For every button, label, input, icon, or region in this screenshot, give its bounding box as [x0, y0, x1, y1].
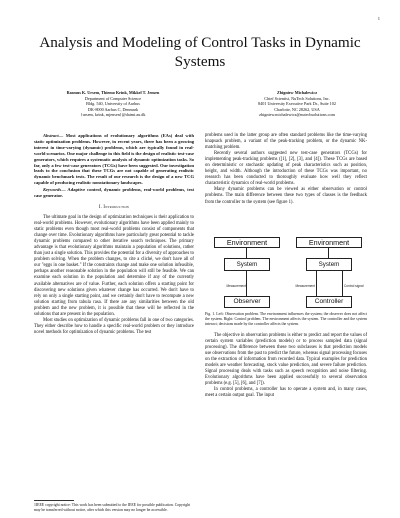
abstract-label: Abstract— [43, 133, 64, 138]
abstract-text: Most applications of evolutionary algorithms (EAs) deal with static optimization problems. However, in recent years, there has been a growing interest in time-varying (dynamic) problems, which are typically found in real-world scenarios. One major challenge in this field is the design of realistic test-case generators, which requires a systematic analysis of dynamic optimization tasks. So far, only a few test-case generators (TCGs) have been suggested. Our investigation leads to the conclusion that these TCGs are not capable of generating realistic dynamic benchmark tests. The result of our research is the design of a new TCG capable of producing realistic nonstationary landscapes. [34, 133, 194, 186]
controller-box: Controller [306, 296, 352, 308]
keywords-text: Adaptive control, dynamic problems, real-world problems, test case generator. [34, 187, 194, 199]
author1-line: Bldg. 540, University of Aarhus [86, 101, 140, 107]
author1-names: Rasmus K. Ursem, Thiemo Krink, Mikkel T. Jensen [66, 90, 160, 95]
body-paragraph: The ultimate goal in the design of optimization techniques is their application to real-world problems. However, evolutionary algorithms have been applied mainly to static problems even though most real-world problems consist of components that change over time. Evolutionary algorithms have particularly great potential to tackle dynamic problems compared to other iterative search techniques. The primary advantage is that evolutionary algorithms maintain a population of solutions, rather than just a single solution. This provides the potential for a diversity of approaches to problem solving. When the problem changes, to cite a cliché, we don't have all of our "eggs in one basket." If the constraints change and make one solution infeasible, perhaps another reasonable solution in the population will still be feasible. We can examine each solution in the population and determine if any of the currently available alternatives are of value. Further, each solution offers a starting point for discovering new solutions given whatever change has occurred. We don't have to rely on only a single starting point, and we certainly don't have to recompute a new solution starting from tabula rasa. If there are any similarities between the old problem and the new problem, it is possible that these will be reflected in the solutions that are present in the population. [34, 215, 194, 317]
footnote-text: 1IEEE copyright notice: This work has been submitted to the IEEE for possible publication. Copyright may be transferred without notice, after which this version may no longer be accessible. [34, 503, 191, 512]
arrow-controller-to-system [342, 271, 343, 296]
section-heading: I. Introduction [98, 204, 130, 210]
arrow-system-to-observer [246, 271, 247, 296]
author1-line: DK-8000 Aarhus C, Denmark [87, 106, 139, 112]
title-line-1: Analysis and Modeling of Control Tasks in Dynamic [39, 34, 361, 51]
measurement-label-right: Measurement [295, 284, 315, 288]
body-paragraph: Many dynamic problems can be viewed as either observation or control problems. The main difference between these two types of classes is the feedback from the controller to the system (see figure 1). [205, 187, 367, 205]
author1-line: Department of Computer Science [84, 95, 142, 101]
author2-line: 8401 University Executive Park Dr., Suite 102 [258, 101, 336, 107]
system-box-right: System [306, 258, 352, 271]
body-paragraph: problems used in the latter group are often standard problems like the time-varying knapsack problem, a variant of the peak-tracking problem, or the dynamic NK-matching problem. [205, 133, 367, 151]
author2-line: Charlotte, NC 28262, USA [274, 106, 320, 112]
environment-box-right: Environment [296, 237, 362, 248]
author2-email: zbigniew.michalewicz@nutechsolutions.com [259, 112, 335, 118]
author1-email: {ursem, krink, mjensen}@daimi.au.dk [80, 112, 146, 118]
paper-title [0, 34, 400, 71]
body-paragraph: The objective in observation problems is either to predict and report the values of certain system variables (prediction models) or to process sampled data (signal processing). The difference between these two subclasses is that prediction models use observations from the past to predict the future, whereas signal processing focuses on the extraction of information from recorded data. Typical examples for prediction models are weather forecasting, stock value prediction, and severe failure prediction. Signal processing deals with tasks such as speech recognition and noise filtering. Evolutionary algorithms have been applied successfully to several observation problems (e.g. [5], [6], and [7]). [205, 333, 367, 387]
figure-caption: Fig. 1. Left: Observation problem. The environment influences the system; the observer does not affect the system. Right: Control problem. The environment affects the system. The controller and the system interact; decisions made by the controller affects the system. [205, 312, 367, 326]
body-paragraph: Most studies on optimization of dynamic problems fall in one of two categories. They either describe how to handle a specific real-world problem or they introduce novel methods for optimization of dynamic problems. The test [34, 317, 194, 335]
left-column [34, 133, 194, 336]
body-paragraph: Recently several authors suggested new test-case generators (TCGs) for implementing peak-tracking problems ([1], [2], [3], and [4]). These TCGs are based on deterministic or stochastic updating of peak characteristics such as position, height, and width. Although the introduction of these TCGs was important, no research has been conducted to thoroughly evaluate how well they reflect characteristic dynamics of real-world problems. [205, 151, 367, 187]
arrow-system-to-controller [316, 271, 317, 296]
author-block-2 [222, 90, 372, 118]
footnote [34, 500, 194, 513]
right-column-top [205, 133, 367, 206]
footnote-rule [34, 500, 74, 501]
page-number: 1 [377, 16, 380, 21]
body-paragraph: In control problems, a controller has to operate a system and, in many cases, meet a certain output goal. The input [205, 387, 367, 399]
arrow-env-to-system-right [328, 248, 329, 258]
measurement-label-left: Measurement [226, 284, 246, 288]
title-line-2: Systems [174, 52, 226, 70]
keywords [34, 187, 194, 199]
figure-1 [210, 237, 366, 309]
author2-name: Zbigniew Michalewicz [276, 90, 318, 95]
arrow-env-to-system [246, 248, 247, 258]
right-column-bottom [205, 333, 367, 400]
observer-box: Observer [224, 296, 270, 308]
environment-box-left: Environment [214, 237, 280, 248]
control-signal-label: Control signal [344, 284, 364, 288]
abstract [34, 133, 194, 186]
system-box-left: System [224, 258, 270, 271]
author-block-1 [38, 90, 188, 118]
keywords-label: Keywords— [43, 187, 66, 193]
author2-line: Chief Scientist, NuTech Solutions, Inc. [264, 95, 330, 101]
